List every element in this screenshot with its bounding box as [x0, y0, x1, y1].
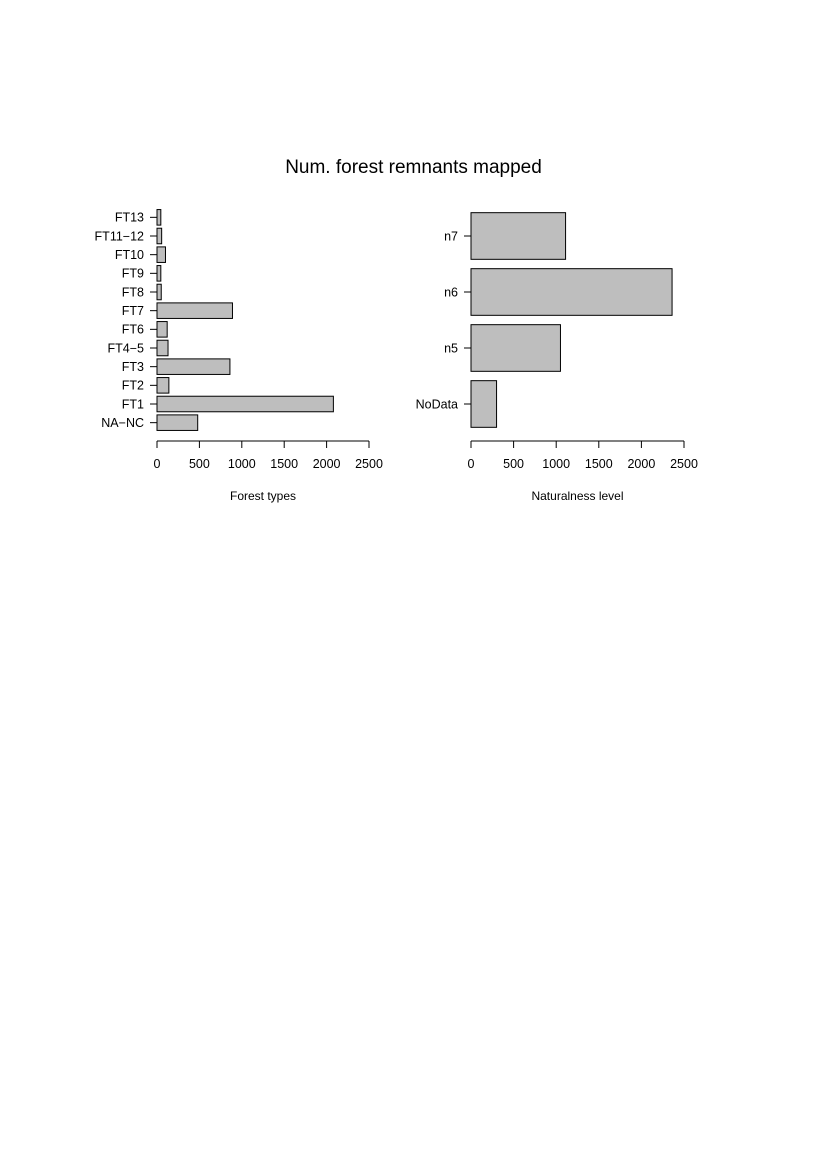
chart-title: Num. forest remnants mapped	[285, 157, 542, 178]
ft-category-label-0: NA−NC	[101, 415, 144, 430]
ft-bar-3	[157, 359, 230, 375]
ft-x-tick-label-4: 2000	[312, 457, 341, 471]
forest-types-panel	[95, 210, 383, 503]
ft-category-label-3: FT3	[121, 359, 144, 374]
ft-bar-8	[157, 266, 161, 282]
ft-bar-1	[157, 396, 333, 412]
nat-bar-0	[471, 381, 497, 428]
ft-bar-2	[157, 378, 169, 394]
nat-bar-2	[471, 269, 672, 316]
nat-category-label-0: NoData	[415, 397, 458, 412]
nat-x-tick-label-5: 2500	[670, 457, 698, 471]
ft-bar-6	[157, 303, 232, 319]
nat-x-tick-label-3: 1500	[584, 457, 613, 471]
ft-category-label-8: FT9	[121, 266, 144, 281]
ft-bar-0	[157, 415, 198, 431]
ft-x-tick-label-0: 0	[153, 457, 161, 471]
ft-x-axis-label: Forest types	[229, 489, 297, 503]
nat-bar-3	[471, 213, 566, 260]
nat-category-label-3: n7	[444, 229, 458, 244]
nat-x-tick-label-1: 500	[503, 457, 525, 471]
ft-category-label-4: FT4−5	[107, 341, 144, 356]
naturalness-level-panel	[416, 213, 698, 503]
ft-bar-10	[157, 228, 162, 244]
nat-x-axis-label: Naturalness level	[531, 489, 624, 503]
ft-x-tick-label-5: 2500	[355, 457, 383, 471]
nat-bar-1	[471, 325, 560, 372]
ft-x-tick-label-1: 500	[188, 457, 210, 471]
ft-bar-9	[157, 247, 165, 263]
ft-bar-7	[157, 284, 161, 300]
ft-category-label-6: FT7	[121, 303, 144, 318]
nat-x-tick-label-0: 0	[467, 457, 475, 471]
ft-category-label-10: FT11−12	[94, 229, 144, 244]
ft-bar-4	[157, 340, 168, 356]
ft-category-label-11: FT13	[114, 210, 144, 225]
ft-category-label-2: FT2	[121, 378, 144, 393]
ft-x-tick-label-3: 1500	[270, 457, 299, 471]
nat-x-tick-label-4: 2000	[627, 457, 656, 471]
nat-x-tick-label-2: 1000	[542, 457, 571, 471]
nat-category-label-2: n6	[444, 285, 458, 300]
ft-category-label-1: FT1	[121, 397, 144, 412]
ft-category-label-9: FT10	[114, 247, 144, 262]
ft-bar-11	[157, 210, 161, 226]
ft-category-label-7: FT8	[121, 285, 144, 300]
nat-category-label-1: n5	[444, 341, 458, 356]
ft-bar-5	[157, 322, 167, 338]
ft-category-label-5: FT6	[121, 322, 144, 337]
ft-x-tick-label-2: 1000	[227, 457, 256, 471]
